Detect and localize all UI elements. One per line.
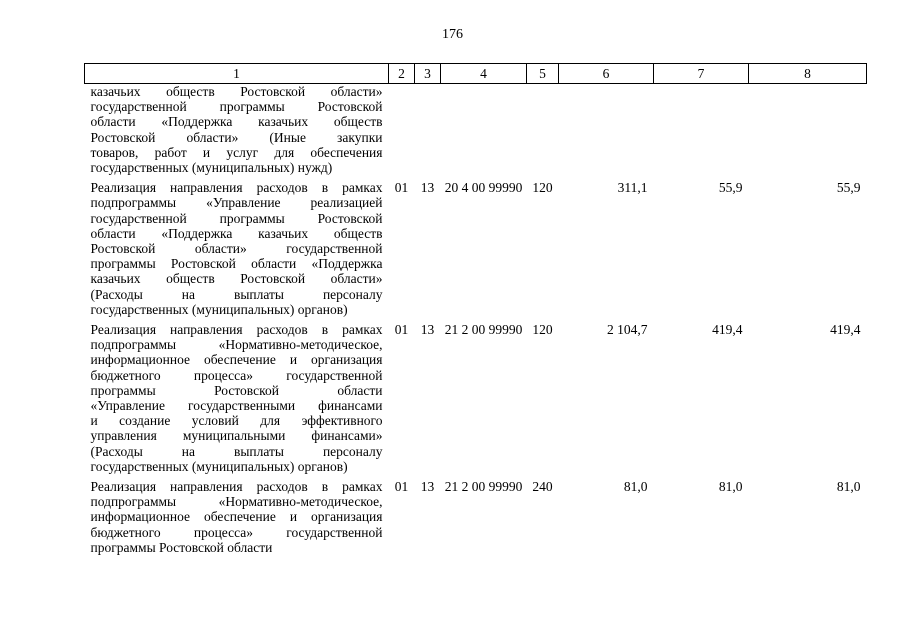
amount-col-7: 419,4 (712, 322, 743, 338)
description-line: (Расходы на выплаты персоналу (90, 443, 383, 459)
amount-col-8 (749, 84, 867, 176)
amount-col-8: 81,0 (836, 479, 861, 495)
table-body (85, 84, 867, 556)
header-col-6: 6 (559, 64, 654, 84)
amount-col-7: 81,0 (718, 479, 743, 495)
expense-type-code: 240 (532, 479, 553, 495)
amount-col-6 (559, 84, 654, 176)
table-row (85, 317, 867, 474)
amount-col-7: 55,9 (718, 180, 743, 196)
description-line: области «Поддержка казачьих обществ (90, 225, 383, 241)
amount-col-8: 55,9 (836, 180, 861, 196)
subsection-code (415, 84, 441, 176)
amount-col-8: 419,4 (830, 322, 861, 338)
target-article-code: 21 2 00 99990 (444, 322, 523, 338)
description-line: бюджетного процесса» государственной (90, 524, 383, 540)
description-line: программы Ростовской области (90, 382, 383, 398)
description-line: информационное обеспечение и организация (90, 352, 383, 368)
amount-col-6: 311,1 (617, 180, 648, 196)
description-line: подпрограммы «Управление реализацией (90, 195, 383, 211)
table-row (85, 474, 867, 555)
row-description (85, 84, 389, 176)
description-line: государственных (муниципальных) органов) (90, 458, 348, 474)
table-row (85, 84, 867, 176)
header-col-2: 2 (389, 64, 415, 84)
description-line: Ростовской области» государственной (90, 241, 383, 257)
budget-table (84, 63, 867, 555)
amount-col-6: 2 104,7 (607, 322, 648, 338)
description-line: государственных (муниципальных) нужд) (90, 160, 333, 176)
description-line: Реализация направления расходов в рамках (90, 479, 383, 495)
header-col-8: 8 (749, 64, 867, 84)
expense-type-code (527, 84, 559, 176)
section-code (389, 84, 415, 176)
page-number: 176 (442, 27, 463, 42)
description-line: государственных (муниципальных) органов) (90, 301, 348, 317)
description-line: (Расходы на выплаты персоналу (90, 286, 383, 302)
target-article-code: 21 2 00 99990 (444, 479, 523, 495)
subsection-code: 13 (420, 479, 435, 495)
expense-type-code: 120 (532, 180, 553, 196)
header-col-3: 3 (415, 64, 441, 84)
row-description (85, 175, 389, 317)
description-line: и создание условий для эффективного (90, 413, 383, 429)
description-line: казачьих обществ Ростовской области» (90, 271, 383, 287)
description-line: казачьих обществ Ростовской области» (90, 84, 383, 99)
header-col-4: 4 (441, 64, 527, 84)
header-col-1: 1 (85, 64, 389, 84)
description-line: подпрограммы «Нормативно-методическое, (90, 494, 383, 510)
table-header-row (85, 64, 867, 84)
description-line: товаров, работ и услуг для обеспечения (90, 144, 383, 160)
amount-col-7 (654, 84, 749, 176)
section-code: 01 (394, 180, 409, 196)
expense-type-code: 120 (532, 322, 553, 338)
description-line: управления муниципальными финансами» (90, 428, 383, 444)
row-description (85, 474, 389, 555)
description-line: Ростовской области» (Иные закупки (90, 129, 383, 145)
description-line: государственной программы Ростовской (90, 99, 383, 115)
subsection-code: 13 (420, 180, 435, 196)
description-line: информационное обеспечение и организация (90, 509, 383, 525)
description-line: «Управление государственными финансами (90, 398, 383, 414)
row-description (85, 317, 389, 474)
section-code: 01 (394, 322, 409, 338)
header-col-7: 7 (654, 64, 749, 84)
description-line: области «Поддержка казачьих обществ (90, 114, 383, 130)
section-code: 01 (394, 479, 409, 495)
header-col-5: 5 (527, 64, 559, 84)
description-line: программы Ростовской области (90, 539, 273, 555)
description-line: бюджетного процесса» государственной (90, 367, 383, 383)
description-line: подпрограммы «Нормативно-методическое, (90, 337, 383, 353)
target-article-code (441, 84, 527, 176)
amount-col-6: 81,0 (623, 479, 648, 495)
table-row (85, 175, 867, 317)
description-line: Реализация направления расходов в рамках (90, 180, 383, 196)
subsection-code: 13 (420, 322, 435, 338)
description-line: программы Ростовской области «Поддержка (90, 256, 383, 272)
target-article-code: 20 4 00 99990 (444, 180, 523, 196)
description-line: Реализация направления расходов в рамках (90, 322, 383, 338)
description-line: государственной программы Ростовской (90, 210, 383, 226)
